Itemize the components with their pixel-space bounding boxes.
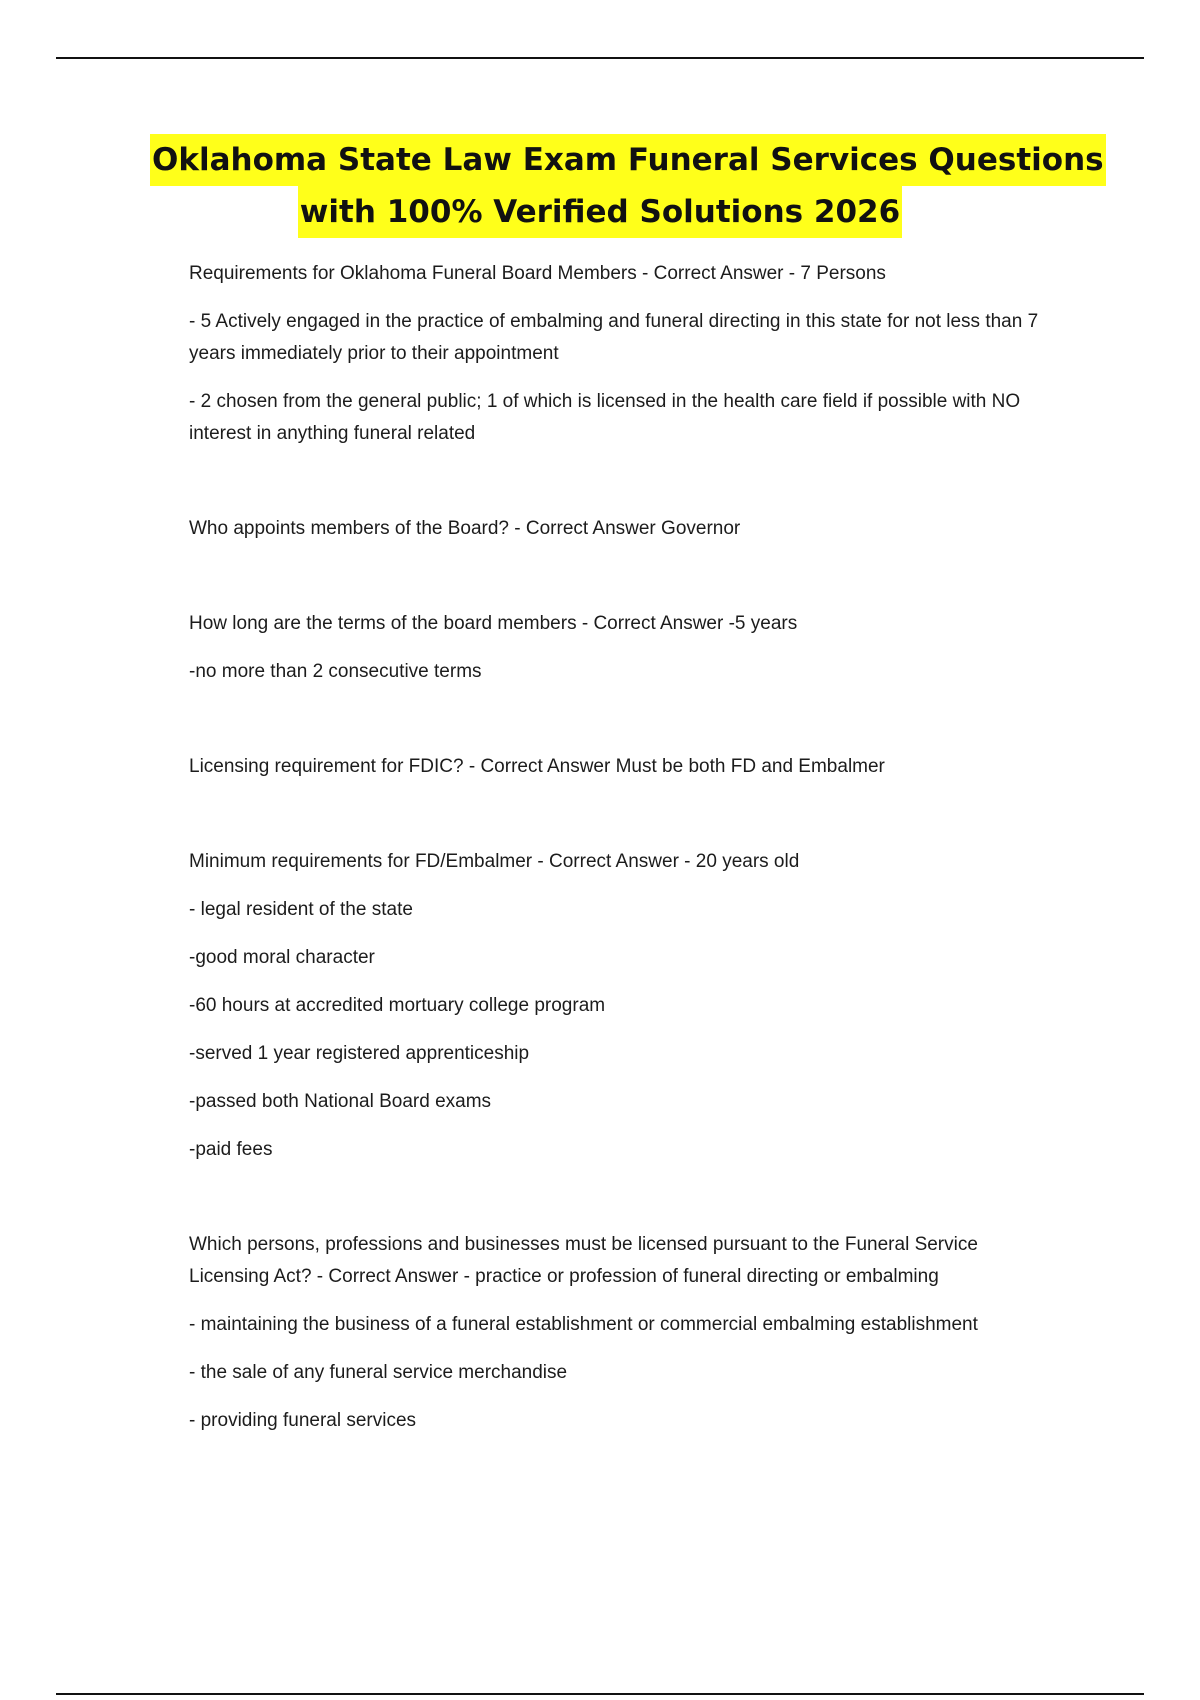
answer-line: -passed both National Board exams	[189, 1091, 492, 1112]
footer-rule	[56, 1693, 1144, 1695]
question-board-appointment: Who appoints members of the Board? - Correct Answer Governor	[189, 518, 741, 539]
question-board-terms: How long are the terms of the board members - Correct Answer -5 years	[189, 613, 798, 634]
answer-line: - 5 Actively engaged in the practice of embalming and funeral directing in this state for not less than 7 years immediately prior to their appointment	[189, 311, 1039, 364]
title-line-1: Oklahoma State Law Exam Funeral Services Questions	[150, 134, 1106, 186]
answer-line: -paid fees	[189, 1139, 273, 1160]
section-gap	[189, 1182, 1049, 1229]
question-fdic-licensing: Licensing requirement for FDIC? - Correct Answer Must be both FD and Embalmer	[189, 756, 885, 777]
answer-line: - maintaining the business of a funeral establishment or commercial embalming establishment	[189, 1314, 978, 1335]
answer-line: - providing funeral services	[189, 1410, 417, 1431]
answer-line: - the sale of any funeral service merchandise	[189, 1362, 568, 1383]
section-gap	[189, 561, 1049, 608]
document-body	[189, 258, 1049, 1453]
question-minimum-requirements: Minimum requirements for FD/Embalmer - Correct Answer - 20 years old	[189, 851, 800, 872]
section-gap	[189, 704, 1049, 751]
header-rule	[56, 57, 1144, 59]
answer-line: - legal resident of the state	[189, 899, 413, 920]
answer-line: -60 hours at accredited mortuary college program	[189, 995, 606, 1016]
section-gap	[189, 799, 1049, 846]
title-line-2: with 100% Verified Solutions 2026	[298, 186, 902, 238]
answer-line: -no more than 2 consecutive terms	[189, 661, 482, 682]
document-title	[150, 134, 1104, 238]
answer-line: -good moral character	[189, 947, 375, 968]
answer-line: -served 1 year registered apprenticeship	[189, 1043, 530, 1064]
question-board-requirements: Requirements for Oklahoma Funeral Board Members - Correct Answer - 7 Persons	[189, 263, 886, 284]
section-gap	[189, 466, 1049, 513]
question-licensing-act: Which persons, professions and businesses must be licensed pursuant to the Funeral Service Licensing Act? - Correct Answer - practice or profession of funeral directing or embalming	[189, 1234, 978, 1287]
answer-line: - 2 chosen from the general public; 1 of which is licensed in the health care field if possible with NO interest in anything funeral related	[189, 391, 1021, 444]
